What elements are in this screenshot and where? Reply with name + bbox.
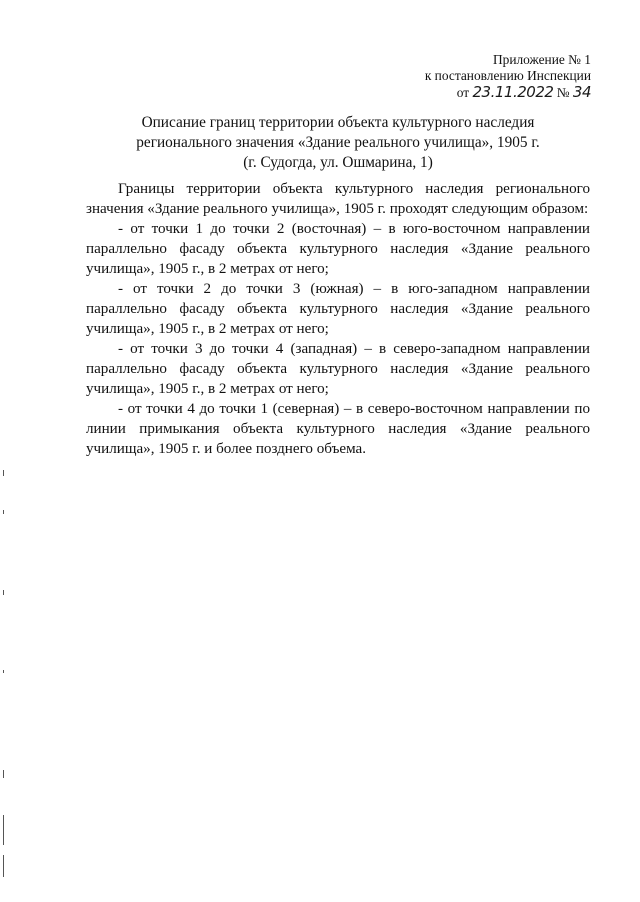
appendix-reference: к постановлению Инспекции	[424, 68, 591, 83]
boundary-item: - от точки 4 до точки 1 (северная) – в северо-восточном направлении по линии примыкания объекта культурного наследия «Здание реального училища», 1905 г. и более позднего объема.	[86, 401, 590, 457]
boundary-item: - от точки 3 до точки 4 (западная) – в северо-западном направлении параллельно фасаду объекта культурного наследия «Здание реального училища», 1905 г., в 2 метрах от него;	[86, 341, 590, 397]
title-line-2: регионального значения «Здание реального училища», 1905 г.	[136, 134, 540, 151]
title-line-1: Описание границ территории объекта культурного наследия	[141, 114, 535, 131]
handwritten-number: 34	[572, 83, 591, 101]
handwritten-date: 23.11.2022	[472, 83, 554, 101]
document-title	[60, 113, 616, 173]
appendix-date-number	[425, 84, 591, 101]
scan-margin-marks	[3, 470, 5, 890]
boundary-item: - от точки 1 до точки 2 (восточная) – в юго-восточном направлении параллельно фасаду объекта культурного наследия «Здание реального училища», 1905 г., в 2 метрах от него;	[86, 221, 590, 277]
document-body	[86, 179, 590, 459]
title-line-3: (г. Судогда, ул. Ошмарина, 1)	[243, 154, 433, 171]
boundary-item: - от точки 2 до точки 3 (южная) – в юго-западном направлении параллельно фасаду объекта культурного наследия «Здание реального училища», 1905 г., в 2 метрах от него;	[86, 281, 590, 337]
number-sign: №	[556, 85, 570, 100]
date-prefix: от	[456, 85, 470, 100]
appendix-label: Приложение № 1	[492, 52, 591, 67]
intro-paragraph: Границы территории объекта культурного наследия регионального значения «Здание реального училища», 1905 г. проходят следующим образом:	[86, 181, 590, 217]
appendix-header	[425, 52, 591, 101]
